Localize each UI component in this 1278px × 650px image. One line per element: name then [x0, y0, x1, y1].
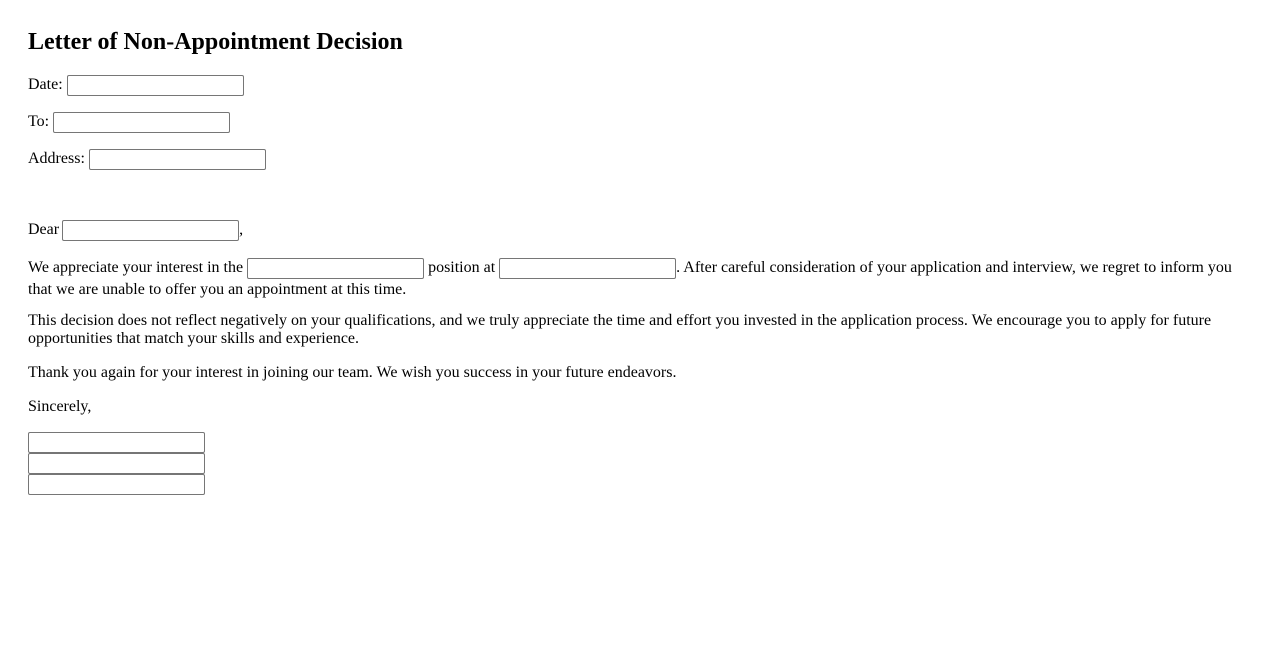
closing-text: Sincerely, — [28, 398, 92, 415]
signature-block — [28, 432, 205, 495]
company-input[interactable] — [499, 258, 676, 279]
recipient-name-input[interactable] — [62, 220, 239, 241]
date-row — [28, 75, 244, 96]
address-input[interactable] — [89, 149, 266, 170]
body-p1-part2: position at — [428, 259, 496, 276]
body-p1-part1: We appreciate your interest in the — [28, 259, 244, 276]
page-title: Letter of Non-Appointment Decision — [28, 29, 403, 55]
signature-line-3-input[interactable] — [28, 474, 205, 495]
body-paragraph-1 — [28, 257, 1250, 300]
body-p1-part3: . After careful consideration of your application and interview, we regret to inform you that we are unable to offer you an appointment at this time. — [28, 259, 1232, 298]
to-input[interactable] — [53, 112, 230, 133]
body-paragraph-3: Thank you again for your interest in joining our team. We wish you success in your future endeavors. — [28, 364, 677, 381]
signature-line-1-input[interactable] — [28, 432, 205, 453]
to-label: To: — [28, 113, 50, 131]
date-input[interactable] — [67, 75, 244, 96]
greeting-row — [28, 220, 243, 241]
position-input[interactable] — [247, 258, 424, 279]
greeting-prefix: Dear — [28, 221, 60, 239]
address-label: Address: — [28, 150, 85, 168]
to-row — [28, 112, 230, 133]
date-label: Date: — [28, 76, 63, 94]
address-row — [28, 149, 266, 170]
body-paragraph-2: This decision does not reflect negatively on your qualifications, and we truly appreciate the time and effort you invested in the application process. We encourage you to apply for future opportunities that match your skills and experience. — [28, 312, 1212, 347]
signature-line-2-input[interactable] — [28, 453, 205, 474]
greeting-comma: , — [239, 221, 244, 239]
